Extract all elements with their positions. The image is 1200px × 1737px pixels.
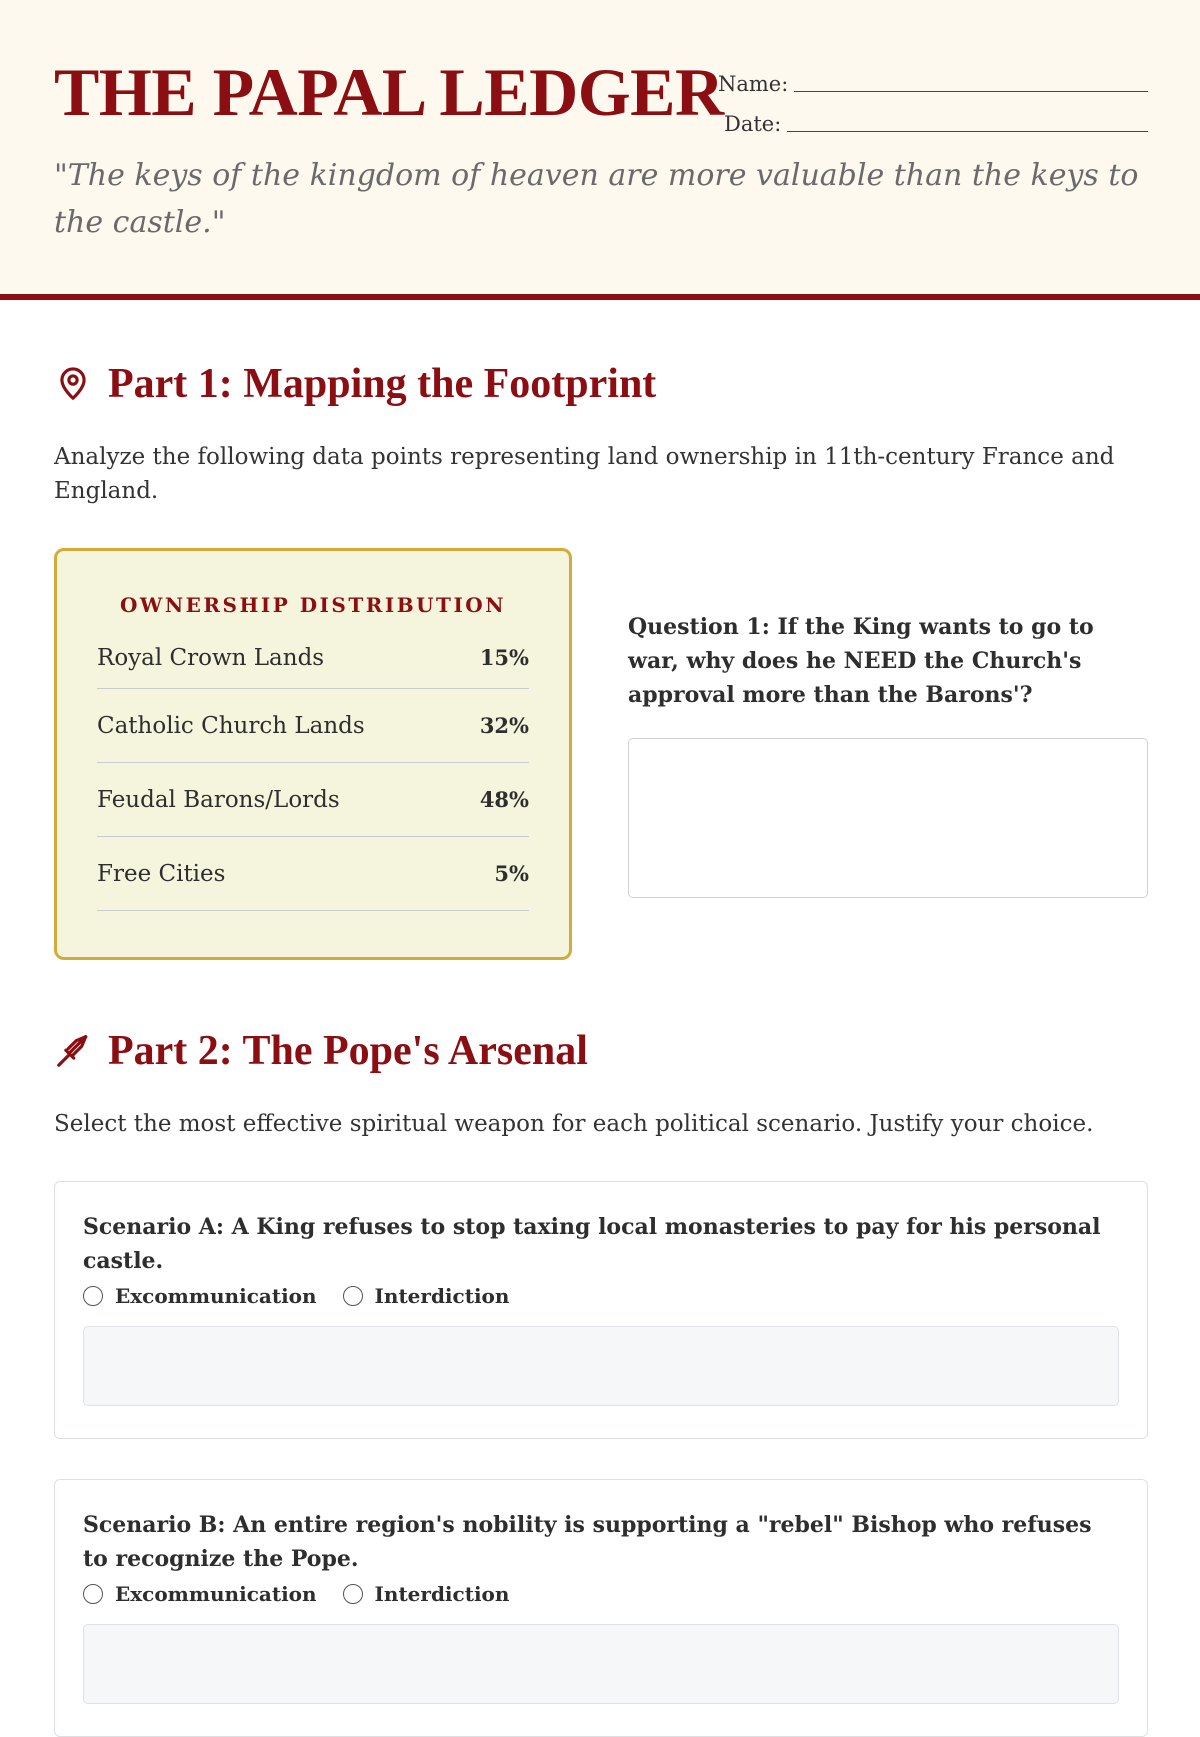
scenario-text: Scenario A: A King refuses to stop taxing local monasteries to pay for his personal castle. <box>83 1214 1101 1274</box>
date-label: Date: <box>724 112 782 136</box>
student-fields <box>718 56 1148 136</box>
page-title: THE PAPAL LEDGER <box>54 54 724 130</box>
distribution-row <box>97 627 529 689</box>
distribution-value: 5% <box>494 861 529 886</box>
radio-button[interactable] <box>83 1584 103 1604</box>
option-interdiction[interactable] <box>343 1582 510 1606</box>
distribution-value: 32% <box>479 713 529 738</box>
radio-button[interactable] <box>343 1584 363 1604</box>
distribution-label: Free Cities <box>97 860 226 887</box>
justification-field[interactable] <box>83 1624 1119 1704</box>
radio-button[interactable] <box>343 1286 363 1306</box>
distribution-value: 48% <box>479 787 529 812</box>
question-1: Question 1: If the King wants to go to war, why does he NEED the Church's approval more than the Barons'? <box>628 614 1094 708</box>
scenario-card-a <box>54 1181 1148 1439</box>
part2-title: Part 2: The Pope's Arsenal <box>108 1028 588 1074</box>
option-interdiction[interactable] <box>343 1284 510 1308</box>
part2-intro: Select the most effective spiritual weapon for each political scenario. Justify your choice. <box>54 1111 1094 1137</box>
distribution-label: Royal Crown Lands <box>97 644 325 671</box>
distribution-row <box>97 837 529 911</box>
name-line[interactable] <box>794 71 1148 92</box>
part1-heading <box>54 360 656 408</box>
sword-icon <box>54 1032 92 1070</box>
weapon-options <box>83 1284 1147 1308</box>
name-label: Name: <box>718 72 789 96</box>
question-1-answer-box[interactable] <box>628 738 1148 898</box>
option-label: Interdiction <box>374 1582 510 1606</box>
distribution-row <box>97 763 529 837</box>
distribution-value: 15% <box>479 645 529 670</box>
distribution-label: Catholic Church Lands <box>97 712 365 739</box>
option-excommunication[interactable] <box>83 1284 317 1308</box>
weapon-options <box>83 1582 1147 1606</box>
part2-heading <box>54 1027 588 1075</box>
distribution-title: OWNERSHIP DISTRIBUTION <box>119 593 506 617</box>
option-label: Interdiction <box>374 1284 510 1308</box>
part1-title: Part 1: Mapping the Footprint <box>108 361 657 407</box>
map-pin-icon <box>54 365 92 403</box>
distribution-label: Feudal Barons/Lords <box>97 786 340 813</box>
scenario-text: Scenario B: An entire region's nobility is supporting a "rebel" Bishop who refuses to recognize the Pope. <box>83 1512 1092 1572</box>
option-label: Excommunication <box>115 1284 317 1308</box>
option-label: Excommunication <box>115 1582 317 1606</box>
justification-field[interactable] <box>83 1326 1119 1406</box>
worksheet-header <box>0 0 1200 300</box>
radio-button[interactable] <box>83 1286 103 1306</box>
date-line[interactable] <box>787 111 1148 132</box>
name-field-row <box>718 56 1148 96</box>
scenario-card-b <box>54 1479 1148 1737</box>
option-excommunication[interactable] <box>83 1582 317 1606</box>
distribution-row <box>97 689 529 763</box>
header-quote: "The keys of the kingdom of heaven are more valuable than the keys to the castle." <box>54 158 1139 240</box>
part1-intro: Analyze the following data points representing land ownership in 11th-century France and England. <box>54 444 1115 504</box>
date-field-row <box>718 96 1148 136</box>
ownership-distribution-box <box>54 548 572 960</box>
distribution-list <box>97 627 529 911</box>
